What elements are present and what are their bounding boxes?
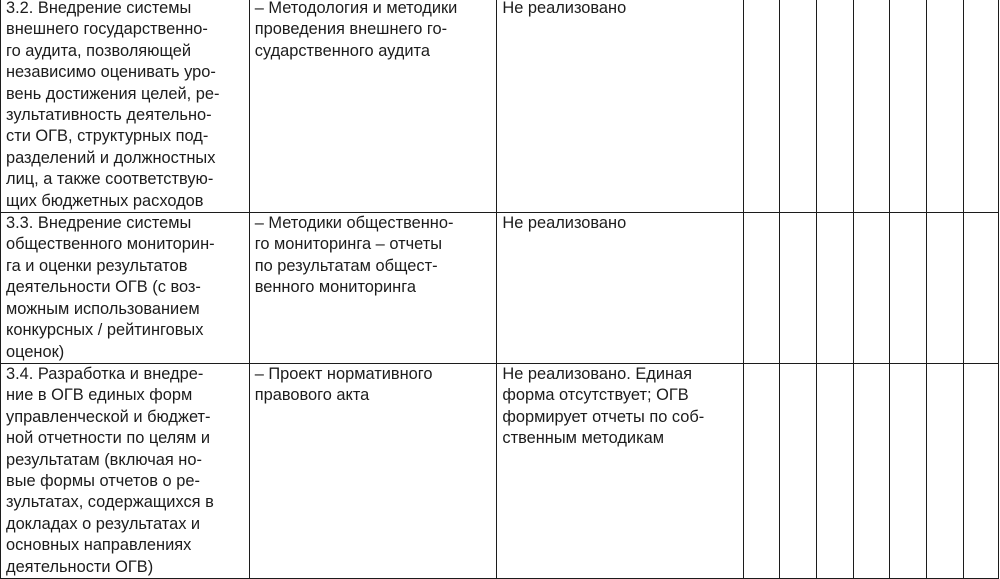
document-text: – Методология и методики проведения внешнего го- сударственного аудита (254, 0, 458, 60)
empty-cell (927, 0, 963, 213)
empty-cell (744, 363, 780, 578)
status-text: Не реализовано (502, 214, 627, 233)
document-cell (249, 0, 497, 213)
empty-cell (744, 0, 780, 213)
empty-cell (853, 0, 889, 213)
empty-cell (963, 213, 998, 364)
table-row (1, 213, 999, 364)
empty-cell (927, 363, 963, 578)
empty-cell (780, 213, 816, 364)
empty-cell (853, 213, 889, 364)
document-text: – Проект нормативного правового акта (254, 364, 433, 405)
empty-cell (780, 363, 816, 578)
measure-cell (1, 0, 250, 213)
empty-cell (927, 213, 963, 364)
status-cell (497, 0, 744, 213)
status-text: Не реализовано (502, 0, 627, 17)
table-row (1, 363, 999, 578)
status-cell (497, 363, 744, 578)
document-text: – Методики общественно- го мониторинга – отчеты по результатам общест- венного мониторинга (254, 214, 454, 297)
document-cell (249, 213, 497, 364)
empty-cell (853, 363, 889, 578)
status-cell (497, 213, 744, 364)
empty-cell (890, 213, 927, 364)
empty-cell (816, 363, 853, 578)
measure-cell (1, 363, 250, 578)
table-row (1, 0, 999, 213)
measure-text: 3.2. Внедрение системы внешнего государственно- го аудита, позволяющей независимо оценивать уро- вень достижения целей, ре- зультативность деятельно- сти ОГВ, структурных под- разделений и должностных лиц, а также соответствую- щих бюджетных расходов (6, 0, 220, 210)
measure-text: 3.3. Внедрение системы общественного мониторин- га и оценки результатов деятельности ОГВ (с воз- можным использованием конкурсных / рейтинговых оценок) (6, 214, 215, 361)
measure-text: 3.4. Разработка и внедре- ние в ОГВ единых форм управленческой и бюджет- ной отчетности по целям и результатам (включая но- вые формы отчетов о ре- зультатах, содержащихся в докладах о результатах и основных направлениях деятельности ОГВ) (6, 364, 214, 576)
empty-cell (816, 213, 853, 364)
measure-cell (1, 213, 250, 364)
empty-cell (963, 0, 998, 213)
empty-cell (780, 0, 816, 213)
document-cell (249, 363, 497, 578)
empty-cell (816, 0, 853, 213)
empty-cell (744, 213, 780, 364)
empty-cell (963, 363, 998, 578)
empty-cell (890, 0, 927, 213)
status-text: Не реализовано. Единая форма отсутствует; ОГВ формирует отчеты по соб- ственным методикам (502, 364, 705, 448)
empty-cell (890, 363, 927, 578)
